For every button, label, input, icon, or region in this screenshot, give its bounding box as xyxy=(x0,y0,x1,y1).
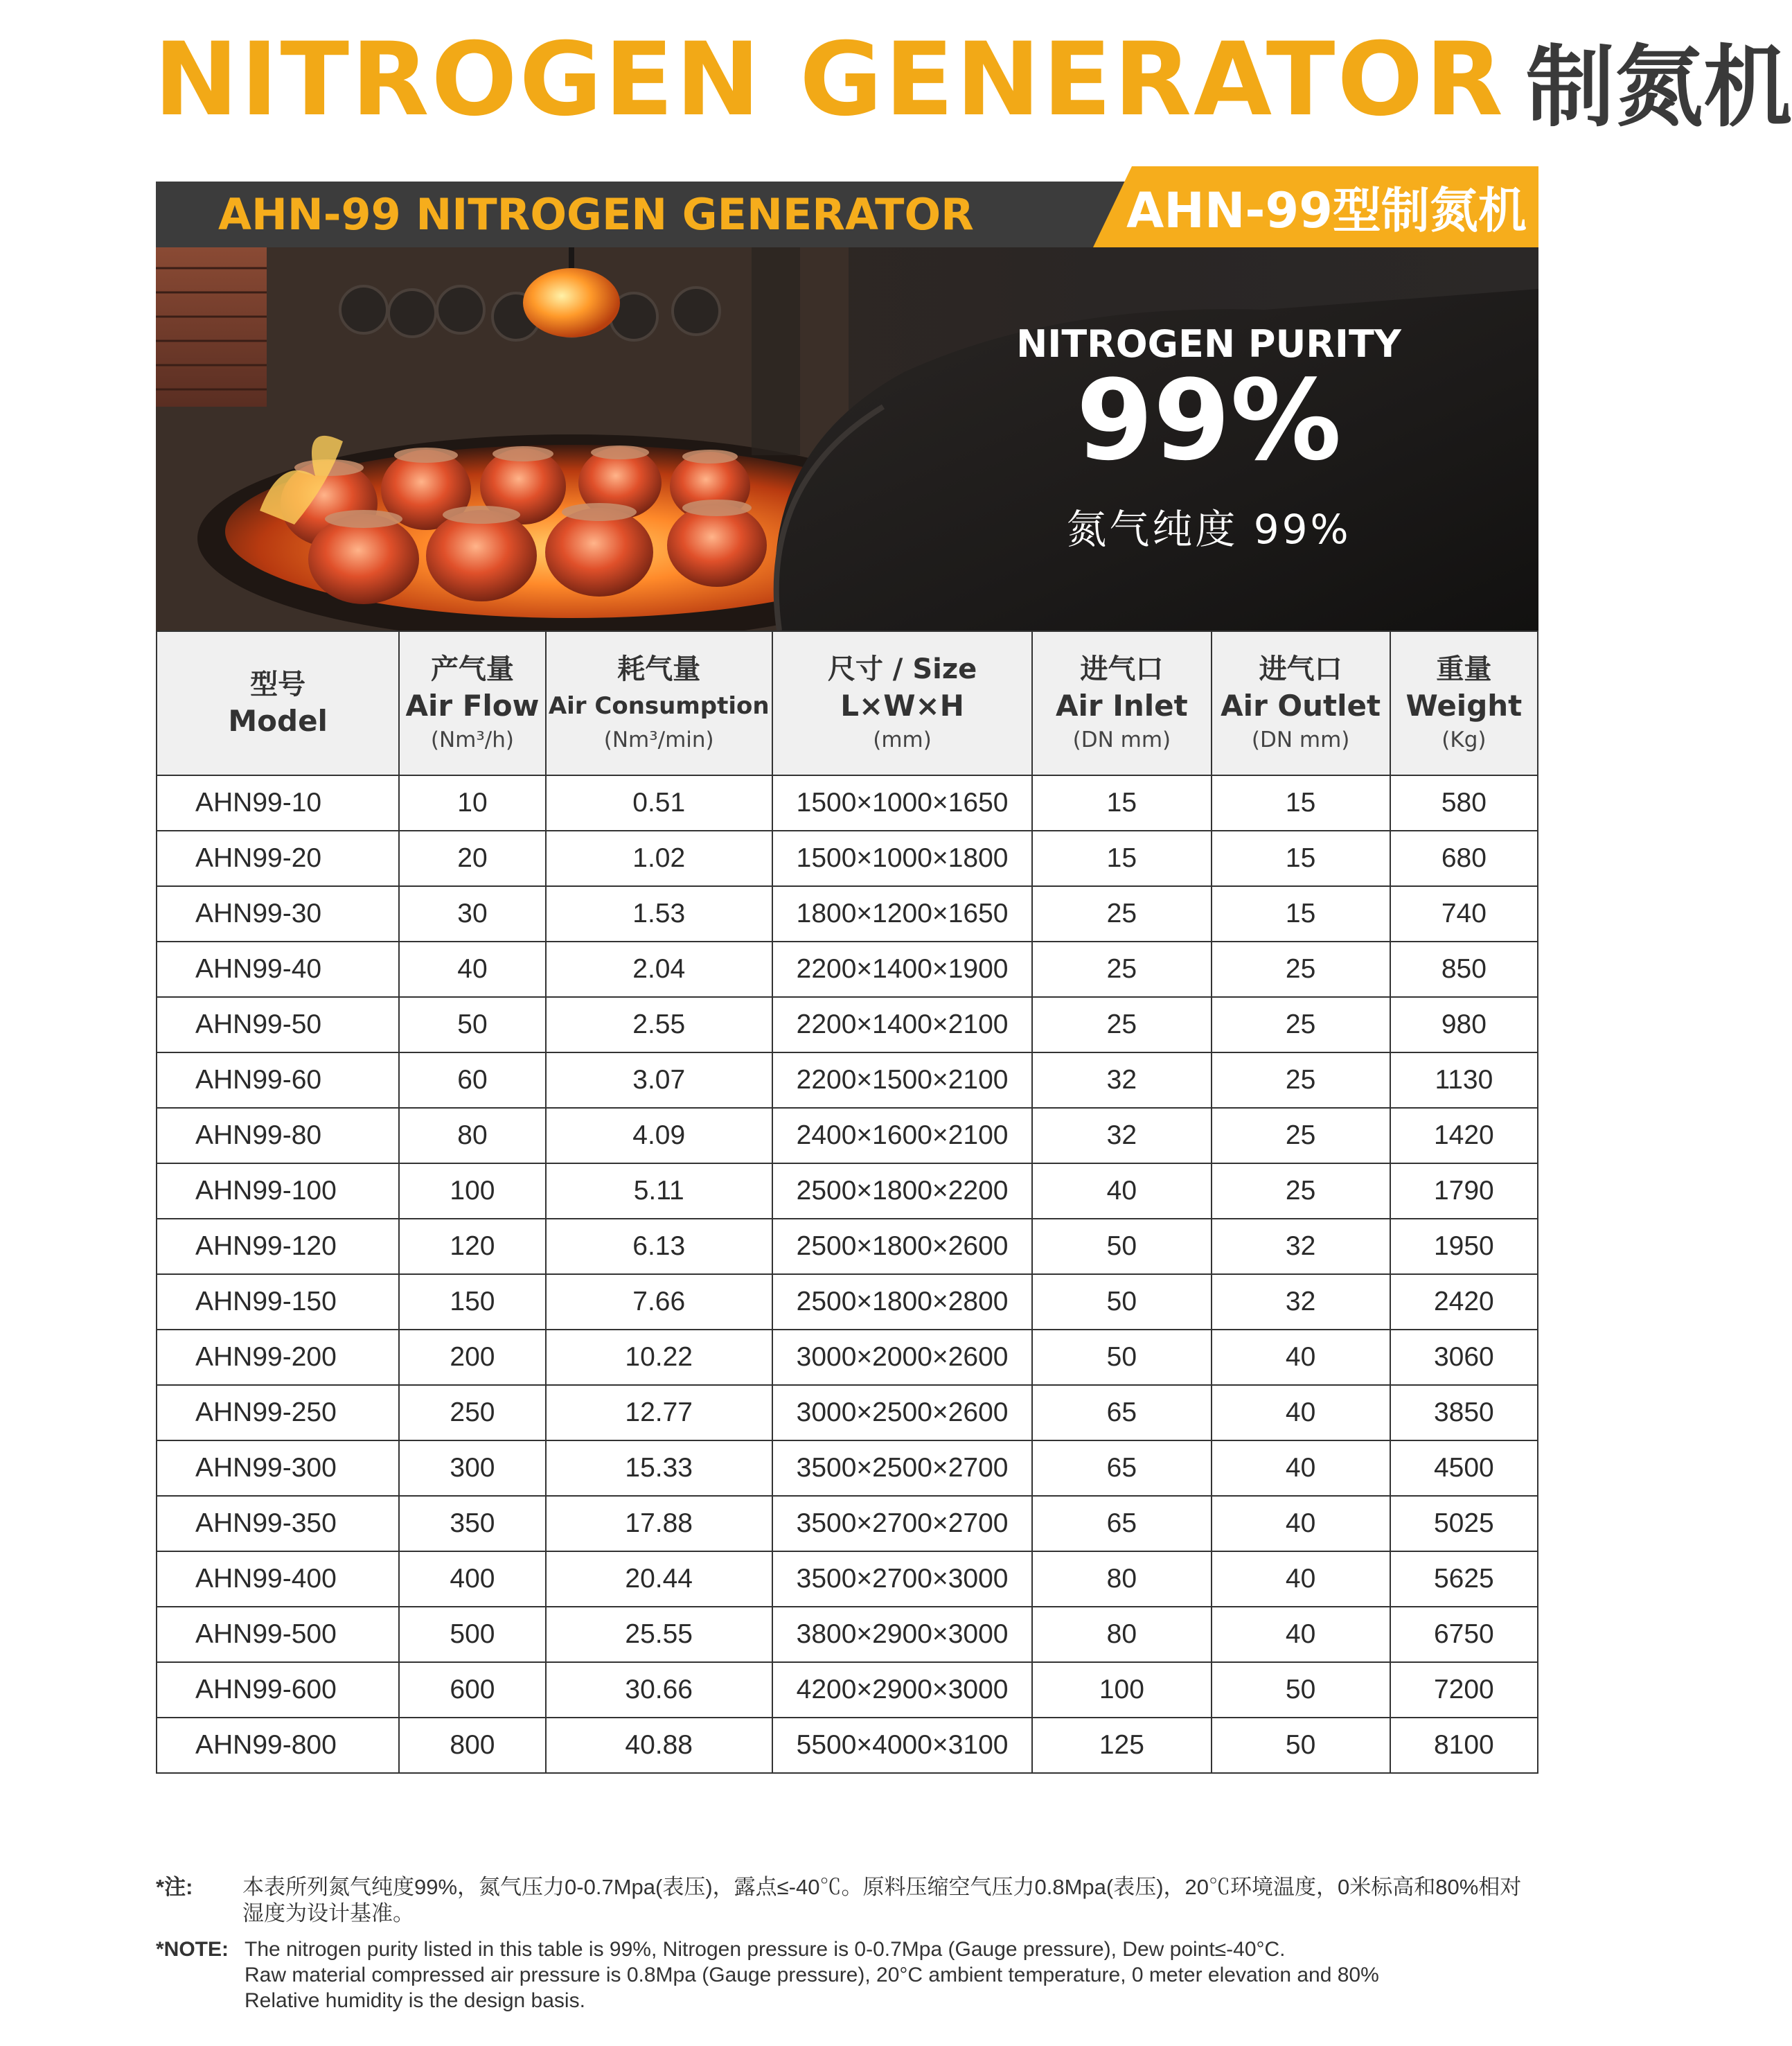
table-row xyxy=(157,1163,1538,1219)
note-cn-label: *注: xyxy=(156,1875,193,1899)
header-unit: (DN mm) xyxy=(1072,727,1171,752)
cell-model: AHN99-60 xyxy=(157,1052,399,1108)
cell-air-consumption: 17.88 xyxy=(546,1496,772,1551)
table-body xyxy=(157,775,1538,1773)
cell-air-consumption: 3.07 xyxy=(546,1052,772,1108)
table-row xyxy=(157,1440,1538,1496)
cell-weight: 5625 xyxy=(1390,1551,1538,1607)
cell-air-flow: 40 xyxy=(399,942,545,997)
cell-weight: 8100 xyxy=(1390,1718,1538,1773)
cell-air-flow: 10 xyxy=(399,775,545,831)
header-en: Air Consumption xyxy=(548,692,770,720)
cell-air-consumption: 25.55 xyxy=(546,1607,772,1662)
cell-air-inlet: 15 xyxy=(1032,775,1211,831)
cell-size: 1500×1000×1800 xyxy=(772,831,1032,886)
page-title xyxy=(154,21,1792,139)
header-cn: 耗气量 xyxy=(617,653,701,685)
cell-weight: 5025 xyxy=(1390,1496,1538,1551)
cell-air-flow: 350 xyxy=(399,1496,545,1551)
cell-air-outlet: 32 xyxy=(1212,1274,1390,1330)
cell-air-outlet: 25 xyxy=(1212,1163,1390,1219)
product-band-title-cn: AHN-99型制氮机 xyxy=(1126,182,1527,239)
cell-weight: 6750 xyxy=(1390,1607,1538,1662)
cell-weight: 740 xyxy=(1390,886,1538,942)
table-row xyxy=(157,1385,1538,1440)
cell-weight: 2420 xyxy=(1390,1274,1538,1330)
cell-air-outlet: 50 xyxy=(1212,1718,1390,1773)
page-title-cn: 制氮机 xyxy=(1525,36,1792,139)
cell-air-flow: 100 xyxy=(399,1163,545,1219)
cell-air-consumption: 1.02 xyxy=(546,831,772,886)
header-air-flow xyxy=(399,631,545,775)
cell-air-flow: 50 xyxy=(399,997,545,1052)
cell-air-inlet: 50 xyxy=(1032,1219,1211,1274)
table-row xyxy=(157,942,1538,997)
table-row xyxy=(157,1607,1538,1662)
cell-air-consumption: 7.66 xyxy=(546,1274,772,1330)
cell-model: AHN99-250 xyxy=(157,1385,399,1440)
cell-weight: 680 xyxy=(1390,831,1538,886)
table-row xyxy=(157,831,1538,886)
cell-air-inlet: 40 xyxy=(1032,1163,1211,1219)
cell-air-consumption: 30.66 xyxy=(546,1662,772,1718)
cell-model: AHN99-40 xyxy=(157,942,399,997)
header-cn: 重量 xyxy=(1436,653,1492,685)
cell-air-inlet: 80 xyxy=(1032,1551,1211,1607)
cell-air-consumption: 40.88 xyxy=(546,1718,772,1773)
cell-model: AHN99-20 xyxy=(157,831,399,886)
cell-size: 5500×4000×3100 xyxy=(772,1718,1032,1773)
cell-model: AHN99-800 xyxy=(157,1718,399,1773)
header-en: Model xyxy=(228,704,328,738)
cell-model: AHN99-350 xyxy=(157,1496,399,1551)
cell-air-flow: 300 xyxy=(399,1440,545,1496)
cell-air-flow: 120 xyxy=(399,1219,545,1274)
cell-model: AHN99-500 xyxy=(157,1607,399,1662)
cell-size: 2400×1600×2100 xyxy=(772,1108,1032,1163)
cell-air-flow: 600 xyxy=(399,1662,545,1718)
cell-air-consumption: 20.44 xyxy=(546,1551,772,1607)
cell-weight: 980 xyxy=(1390,997,1538,1052)
cell-model: AHN99-50 xyxy=(157,997,399,1052)
cell-air-inlet: 25 xyxy=(1032,942,1211,997)
header-cn: 进气口 xyxy=(1080,653,1164,685)
cell-weight: 1130 xyxy=(1390,1052,1538,1108)
cell-air-flow: 200 xyxy=(399,1330,545,1385)
table-row xyxy=(157,1052,1538,1108)
cell-model: AHN99-200 xyxy=(157,1330,399,1385)
header-air-inlet xyxy=(1032,631,1211,775)
header-weight xyxy=(1390,631,1538,775)
cell-air-consumption: 4.09 xyxy=(546,1108,772,1163)
header-model xyxy=(157,631,399,775)
note-en-label: *NOTE: xyxy=(156,1938,229,1961)
cell-size: 3500×2700×3000 xyxy=(772,1551,1032,1607)
cell-air-inlet: 50 xyxy=(1032,1274,1211,1330)
cell-size: 2500×1800×2200 xyxy=(772,1163,1032,1219)
cell-air-inlet: 100 xyxy=(1032,1662,1211,1718)
cell-air-outlet: 32 xyxy=(1212,1219,1390,1274)
footnotes xyxy=(156,1874,1541,2013)
table-row xyxy=(157,1551,1538,1607)
cell-air-outlet: 25 xyxy=(1212,942,1390,997)
cell-air-consumption: 0.51 xyxy=(546,775,772,831)
note-en-line: The nitrogen purity listed in this table is 99%, Nitrogen pressure is 0-0.7Mpa (Gauge pressure), Dew point≤-40°C. xyxy=(245,1938,1286,1961)
header-en: Air Inlet xyxy=(1056,689,1188,723)
cell-size: 3500×2700×2700 xyxy=(772,1496,1032,1551)
cell-weight: 1950 xyxy=(1390,1219,1538,1274)
header-unit: (DN mm) xyxy=(1251,727,1350,752)
cell-air-consumption: 2.04 xyxy=(546,942,772,997)
cell-air-outlet: 15 xyxy=(1212,775,1390,831)
note-en-line: Raw material compressed air pressure is 0.8Mpa (Gauge pressure), 20°C ambient temperature, 0 meter elevation and 80% xyxy=(245,1964,1379,1986)
header-unit: (Nm³/h) xyxy=(430,727,514,752)
cell-size: 4200×2900×3000 xyxy=(772,1662,1032,1718)
cell-air-inlet: 65 xyxy=(1032,1440,1211,1496)
cell-air-outlet: 40 xyxy=(1212,1607,1390,1662)
header-en: Air Outlet xyxy=(1221,689,1381,723)
header-cn: 产气量 xyxy=(430,653,514,685)
cell-air-outlet: 40 xyxy=(1212,1330,1390,1385)
cell-model: AHN99-120 xyxy=(157,1219,399,1274)
cell-air-flow: 500 xyxy=(399,1607,545,1662)
cell-size: 3000×2000×2600 xyxy=(772,1330,1032,1385)
page-title-en: NITROGEN GENERATOR xyxy=(154,21,1505,139)
cell-air-inlet: 50 xyxy=(1032,1330,1211,1385)
cell-size: 2200×1400×2100 xyxy=(772,997,1032,1052)
cell-air-flow: 20 xyxy=(399,831,545,886)
cell-weight: 7200 xyxy=(1390,1662,1538,1718)
header-en: Air Flow xyxy=(405,689,540,723)
cell-air-flow: 80 xyxy=(399,1108,545,1163)
cell-size: 1800×1200×1650 xyxy=(772,886,1032,942)
cell-weight: 3060 xyxy=(1390,1330,1538,1385)
cell-weight: 1790 xyxy=(1390,1163,1538,1219)
cell-size: 2200×1500×2100 xyxy=(772,1052,1032,1108)
cell-air-consumption: 1.53 xyxy=(546,886,772,942)
product-band xyxy=(156,166,1538,247)
cell-air-consumption: 2.55 xyxy=(546,997,772,1052)
cell-air-consumption: 12.77 xyxy=(546,1385,772,1440)
purity-label-cn: 氮气纯度 99% xyxy=(1066,506,1351,553)
table-row xyxy=(157,1108,1538,1163)
cell-size: 2200×1400×1900 xyxy=(772,942,1032,997)
cell-weight: 580 xyxy=(1390,775,1538,831)
cell-air-inlet: 25 xyxy=(1032,997,1211,1052)
cell-model: AHN99-600 xyxy=(157,1662,399,1718)
cell-size: 2500×1800×2800 xyxy=(772,1274,1032,1330)
cell-model: AHN99-10 xyxy=(157,775,399,831)
header-unit: (Nm³/min) xyxy=(603,727,714,752)
header-air-consumption xyxy=(546,631,772,775)
header-size xyxy=(772,631,1032,775)
cell-air-outlet: 25 xyxy=(1212,1108,1390,1163)
cell-air-inlet: 65 xyxy=(1032,1496,1211,1551)
header-en: Weight xyxy=(1405,689,1523,723)
table-header-row xyxy=(157,631,1538,775)
cell-air-inlet: 15 xyxy=(1032,831,1211,886)
cell-size: 2500×1800×2600 xyxy=(772,1219,1032,1274)
cell-size: 3500×2500×2700 xyxy=(772,1440,1032,1496)
cell-model: AHN99-150 xyxy=(157,1274,399,1330)
table-row xyxy=(157,1219,1538,1274)
cell-air-outlet: 40 xyxy=(1212,1551,1390,1607)
cell-air-inlet: 80 xyxy=(1032,1607,1211,1662)
table-row xyxy=(157,775,1538,831)
cell-air-outlet: 50 xyxy=(1212,1662,1390,1718)
cell-air-inlet: 25 xyxy=(1032,886,1211,942)
cell-weight: 4500 xyxy=(1390,1440,1538,1496)
cell-air-inlet: 32 xyxy=(1032,1108,1211,1163)
header-cn: 进气口 xyxy=(1259,653,1342,685)
cell-air-outlet: 40 xyxy=(1212,1440,1390,1496)
product-band-title-en: AHN-99 NITROGEN GENERATOR xyxy=(218,189,974,240)
table-row xyxy=(157,1496,1538,1551)
header-cn: 型号 xyxy=(250,669,306,700)
cell-air-inlet: 32 xyxy=(1032,1052,1211,1108)
cell-air-flow: 400 xyxy=(399,1551,545,1607)
cell-air-outlet: 25 xyxy=(1212,997,1390,1052)
spec-table xyxy=(156,630,1538,1774)
cell-air-consumption: 5.11 xyxy=(546,1163,772,1219)
cell-air-consumption: 15.33 xyxy=(546,1440,772,1496)
cell-air-outlet: 25 xyxy=(1212,1052,1390,1108)
cell-model: AHN99-80 xyxy=(157,1108,399,1163)
cell-air-flow: 30 xyxy=(399,886,545,942)
cell-weight: 3850 xyxy=(1390,1385,1538,1440)
purity-value: 99% xyxy=(1076,355,1342,485)
table-row xyxy=(157,997,1538,1052)
cell-air-outlet: 40 xyxy=(1212,1496,1390,1551)
cell-weight: 1420 xyxy=(1390,1108,1538,1163)
cell-model: AHN99-300 xyxy=(157,1440,399,1496)
note-cn xyxy=(156,1874,1541,1927)
cell-air-outlet: 15 xyxy=(1212,831,1390,886)
cell-model: AHN99-30 xyxy=(157,886,399,942)
cell-air-flow: 150 xyxy=(399,1274,545,1330)
cell-air-outlet: 40 xyxy=(1212,1385,1390,1440)
header-en: L×W×H xyxy=(840,689,964,723)
cell-air-consumption: 6.13 xyxy=(546,1219,772,1274)
table-row xyxy=(157,1662,1538,1718)
cell-size: 3800×2900×3000 xyxy=(772,1607,1032,1662)
hero-banner xyxy=(156,247,1538,630)
cell-air-flow: 250 xyxy=(399,1385,545,1440)
note-en-line: Relative humidity is the design basis. xyxy=(245,1989,585,2012)
cell-model: AHN99-100 xyxy=(157,1163,399,1219)
cell-air-inlet: 65 xyxy=(1032,1385,1211,1440)
cell-air-outlet: 15 xyxy=(1212,886,1390,942)
cell-model: AHN99-400 xyxy=(157,1551,399,1607)
table-row xyxy=(157,886,1538,942)
note-en xyxy=(156,1937,1541,2013)
table-row xyxy=(157,1274,1538,1330)
note-cn-text: 本表所列氮气纯度99%，氮气压力0-0.7Mpa(表压)，露点≤-40℃。原料压缩空气压力0.8Mpa(表压)，20℃环境温度，0米标高和80%相对湿度为设计基准。 xyxy=(242,1875,1522,1925)
cell-weight: 850 xyxy=(1390,942,1538,997)
cell-air-flow: 800 xyxy=(399,1718,545,1773)
table-row xyxy=(157,1330,1538,1385)
cell-air-inlet: 125 xyxy=(1032,1718,1211,1773)
table-row xyxy=(157,1718,1538,1773)
header-unit: (mm) xyxy=(873,727,932,752)
cell-size: 1500×1000×1650 xyxy=(772,775,1032,831)
cell-size: 3000×2500×2600 xyxy=(772,1385,1032,1440)
purity-label: NITROGEN PURITY xyxy=(1016,322,1401,366)
header-air-outlet xyxy=(1212,631,1390,775)
cell-air-consumption: 10.22 xyxy=(546,1330,772,1385)
cell-air-flow: 60 xyxy=(399,1052,545,1108)
header-cn: 尺寸 / Size xyxy=(827,653,977,685)
header-unit: (Kg) xyxy=(1441,727,1487,752)
